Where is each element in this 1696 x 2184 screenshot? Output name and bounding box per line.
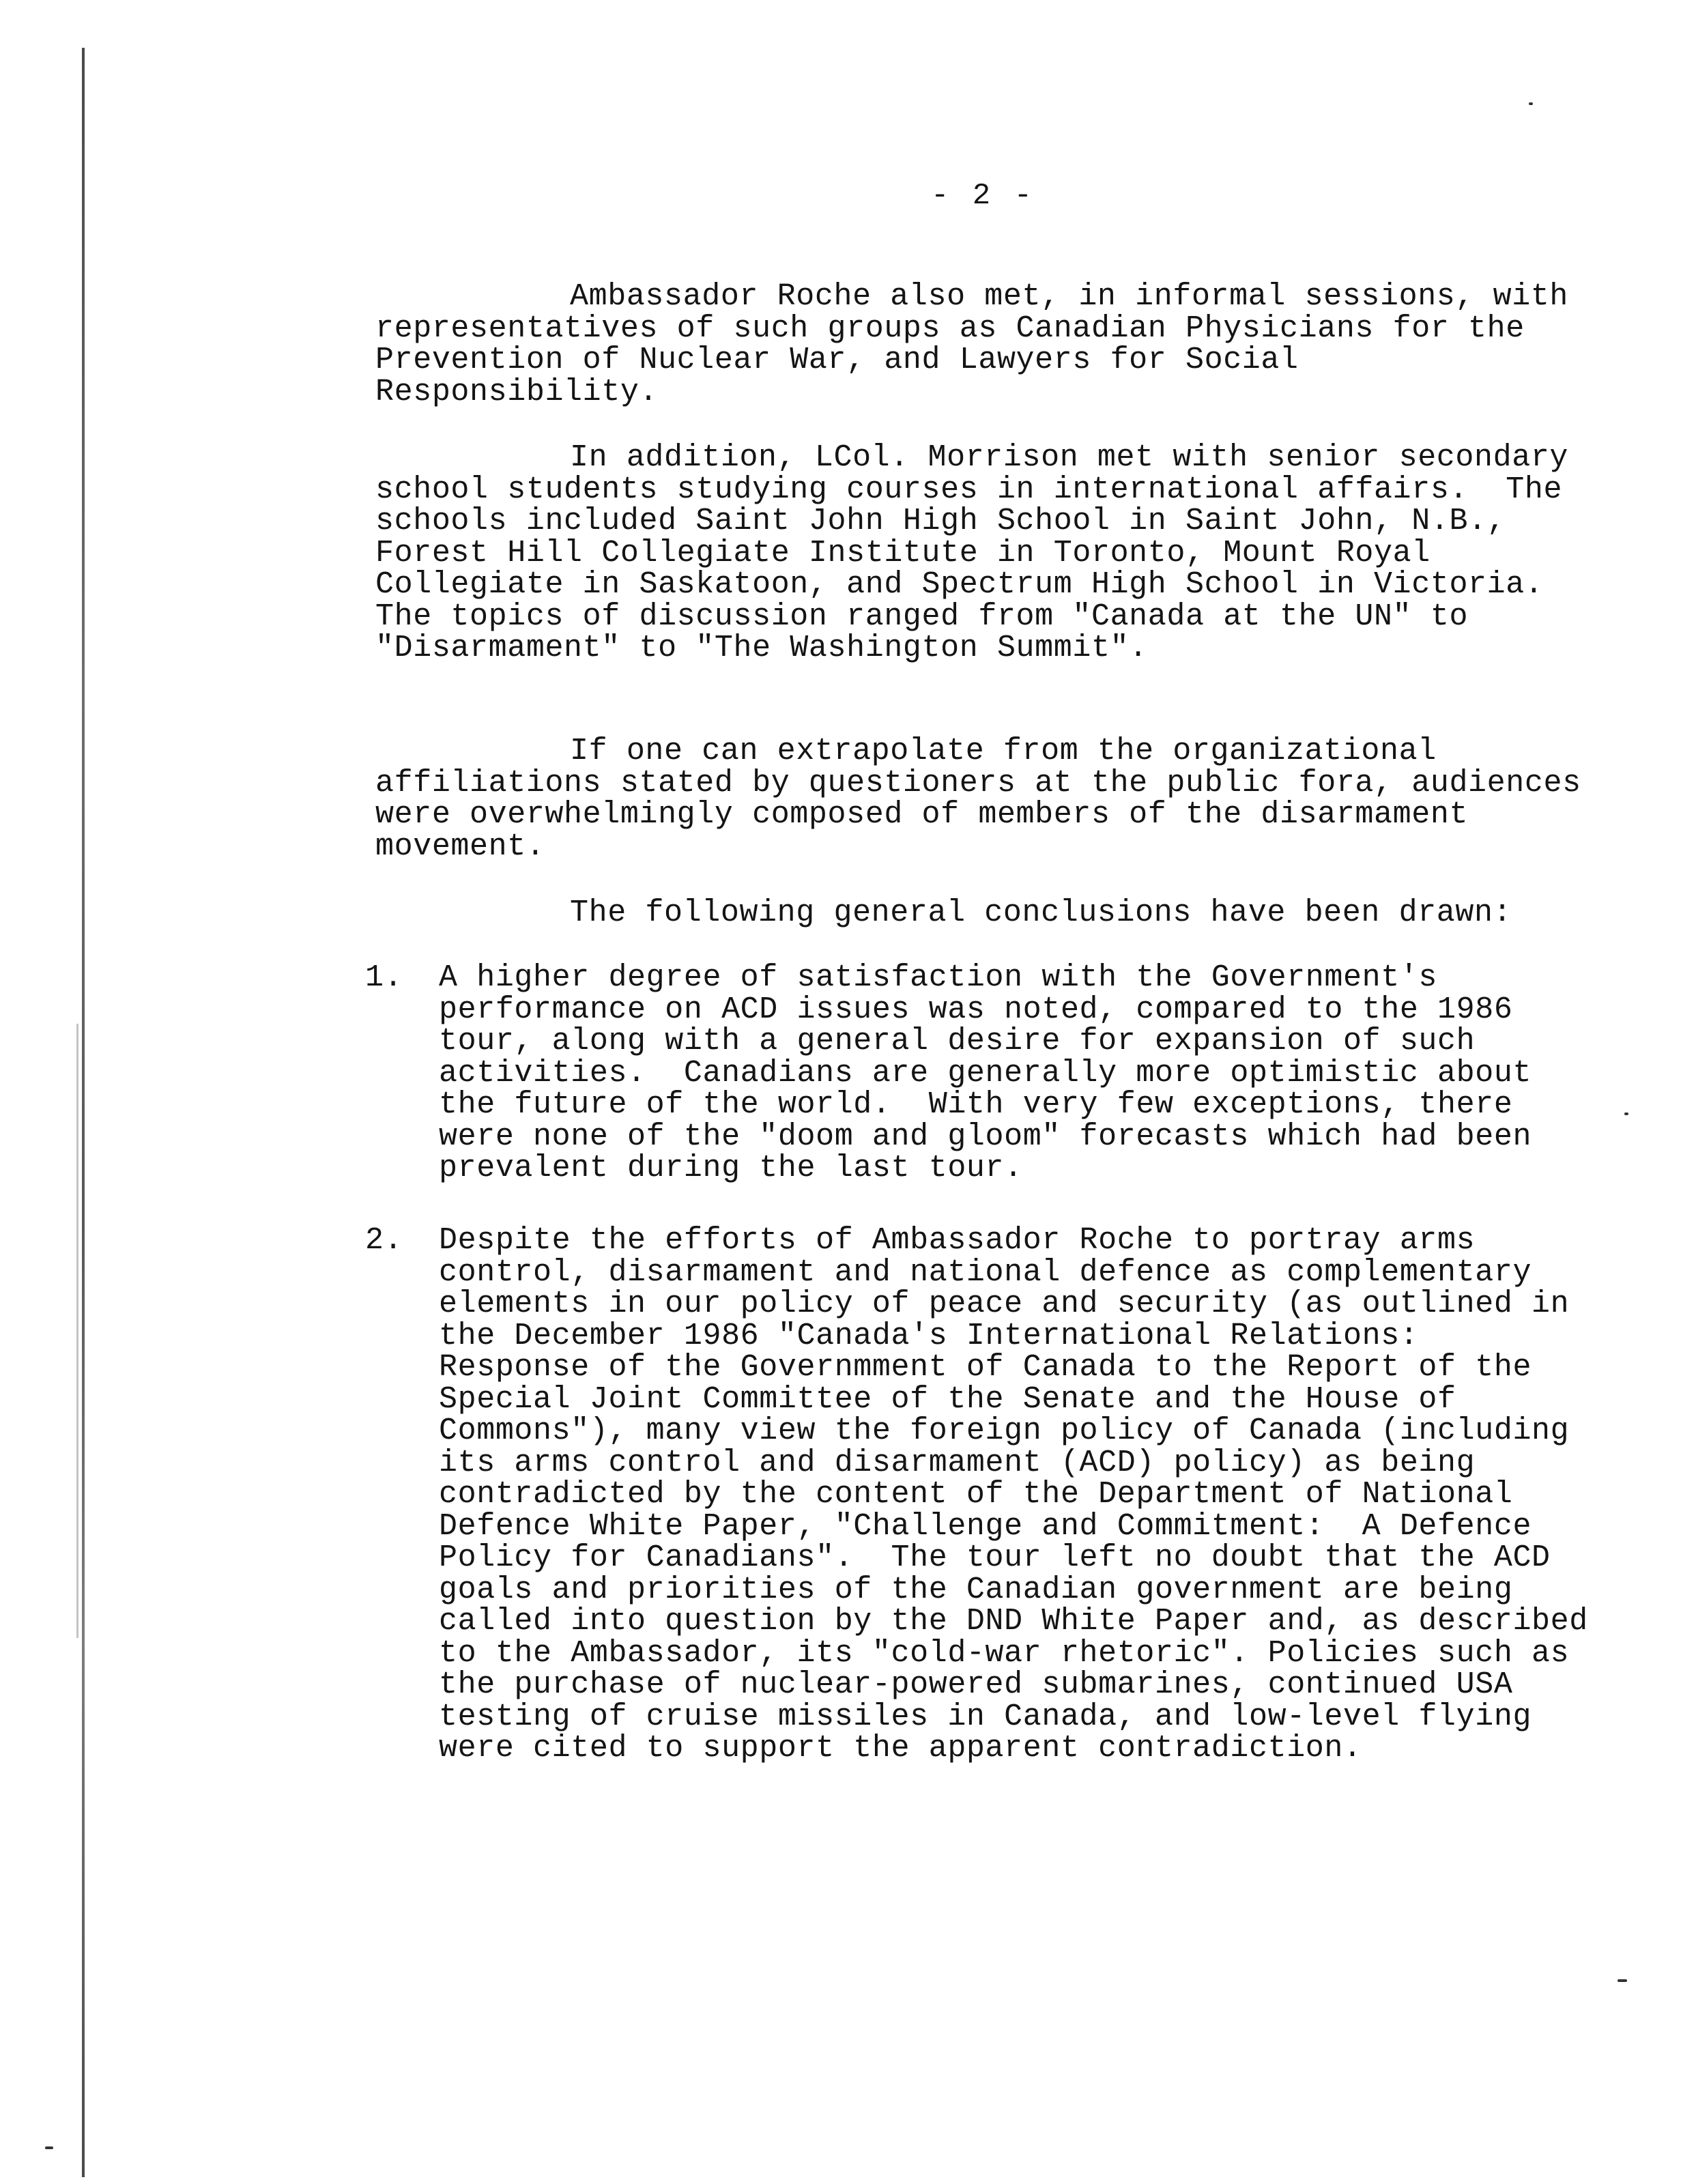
conclusion-text: Despite the efforts of Ambassador Roche to portray arms control, disarmament and national defence as complementary elements in our policy of peace and security (as outlined in the December 1986 "Canada's International Relations: Response of the Governmment of Canada to the Report of the Special Joint Committee of the Senate and the House of Commons"), many view the foreign policy of Canada (including its arms control and disarmament (ACD) policy) as being contradicted by the content of the Department of National Defence White Paper, "Challenge and Commitment: A Defence Policy for Canadians". The tour left no doubt that the ACD goals and priorities of the Canadian government are being called into question by the DND White Paper and, as described to the Ambassador, its "cold-war rhetoric". Policies such as the purchase of nuclear-powered submarines, continued USA testing of cruise missiles in Canada, and low-level flying were cited to support the apparent contradiction. [439,1223,1607,1766]
scan-speck [45,2146,53,2149]
paragraph-conclusions-intro: The following general conclusions have been drawn: [570,895,1512,930]
conclusion-number: 2. [365,1223,403,1258]
scan-binding-edge [82,48,85,2177]
page-number: - 2 - [930,179,1035,213]
conclusion-number: 1. [365,960,403,995]
paragraph-audiences: If one can extrapolate from the organizational affiliations stated by questioners at the public fora, audiences were overwhelmingly composed of members of the disarmament movement. [375,734,1600,864]
scan-speck [1618,1979,1627,1982]
scan-binding-shadow [76,1024,78,1638]
paragraph-roche-sessions: Ambassador Roche also met, in informal sessions, with representatives of such groups as Canadian Physicians for the Prevention of Nuclear War, and Lawyers for Social Responsibility. [375,279,1587,410]
conclusion-text: A higher degree of satisfaction with the Government's performance on ACD issues was noted, compared to the 1986 tour, along with a general desire for expansion of such activities. Canadians are generally more optimistic about the future of the world. With very few exceptions, there were none of the "doom and gloom" forecasts which had been prevalent during the last tour. [439,960,1551,1186]
scan-speck [1529,102,1533,105]
paragraph-morrison-schools: In addition, LCol. Morrison met with senior secondary school students studying courses in international affairs. The schools included Saint John High School in Saint John, N.B., Forest Hill Collegiate Institute in Toronto, Mount Royal Collegiate in Saskatoon, and Spectrum High School in Victoria. The topics of discussion ranged from "Canada at the UN" to "Disarmament" to "The Washington Summit". [375,440,1587,665]
scan-speck [1624,1112,1628,1115]
